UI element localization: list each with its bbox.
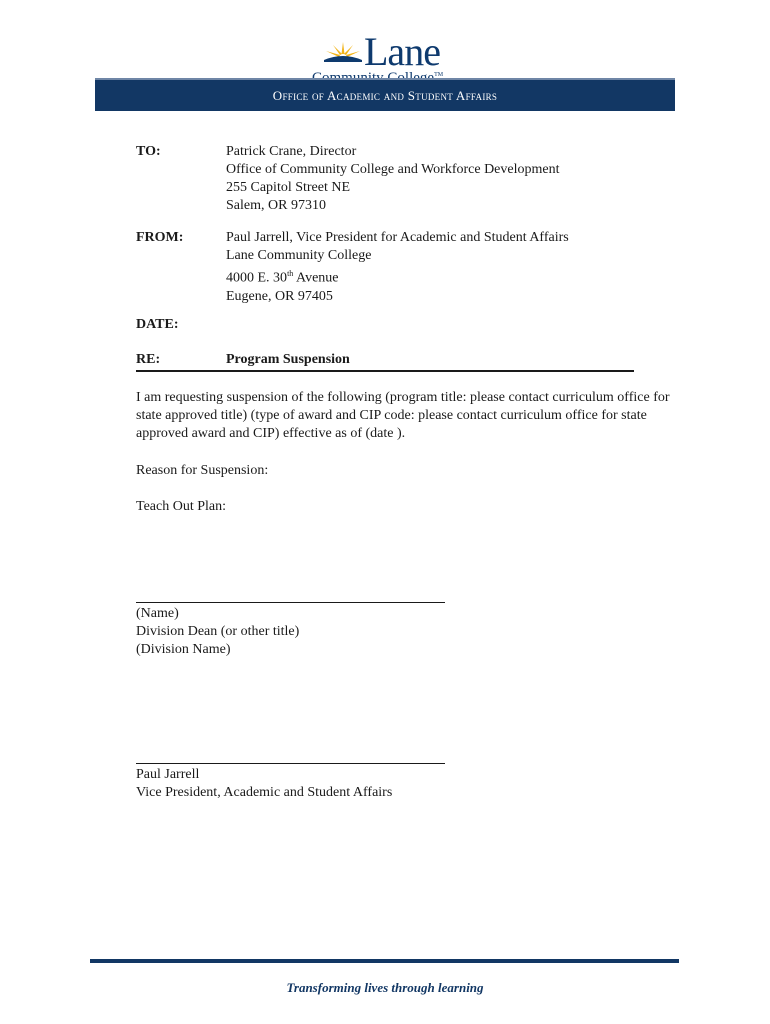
to-line: Patrick Crane, Director	[226, 144, 357, 159]
vp-name: Paul Jarrell	[136, 767, 200, 782]
to-line: Salem, OR 97310	[226, 198, 326, 213]
vp-signature-block	[136, 766, 392, 802]
to-address	[226, 143, 560, 215]
office-title: Office of Academic and Student Affairs	[272, 88, 498, 103]
from-line: Lane Community College	[226, 248, 372, 263]
to-line: 255 Capitol Street NE	[226, 180, 351, 195]
vp-title: Vice President, Academic and Student Affairs	[136, 785, 393, 800]
from-street: 4000 E. 30th Avenue	[226, 269, 339, 286]
date-label: DATE:	[136, 317, 179, 332]
vp-signature-line	[136, 763, 445, 764]
re-subject: Program Suspension	[226, 352, 350, 367]
from-city: Eugene, OR 97405	[226, 288, 333, 304]
dean-name: (Name)	[136, 606, 179, 621]
from-label: FROM:	[136, 230, 184, 245]
footer-tagline: Transforming lives through learning	[286, 980, 484, 995]
dean-signature-block	[136, 605, 299, 659]
trademark-mark: TM	[434, 72, 444, 78]
from-address	[226, 229, 569, 306]
from-line: Paul Jarrell, Vice President for Academic and Student Affairs	[226, 230, 569, 245]
re-label: RE:	[136, 352, 161, 367]
to-line: Office of Community College and Workforce Development	[226, 162, 560, 177]
dean-division: (Division Name)	[136, 642, 231, 657]
subject-divider	[136, 370, 634, 372]
teach-out-label: Teach Out Plan:	[136, 499, 226, 514]
reason-label: Reason for Suspension:	[136, 463, 269, 478]
dean-signature-line	[136, 602, 445, 603]
college-logo	[308, 29, 458, 84]
sunrise-logo-icon	[324, 40, 362, 62]
to-label: TO:	[136, 144, 161, 159]
request-paragraph: I am requesting suspension of the following (program title: please contact curriculum office for state approved title) (type of award and CIP code: please contact curriculum office for state approved award and CIP) effective as of (date ).	[136, 390, 670, 441]
logo-wordmark: Lane	[364, 29, 440, 74]
dean-title: Division Dean (or other title)	[136, 624, 300, 639]
header-bar	[95, 78, 675, 111]
footer-divider	[90, 959, 679, 963]
